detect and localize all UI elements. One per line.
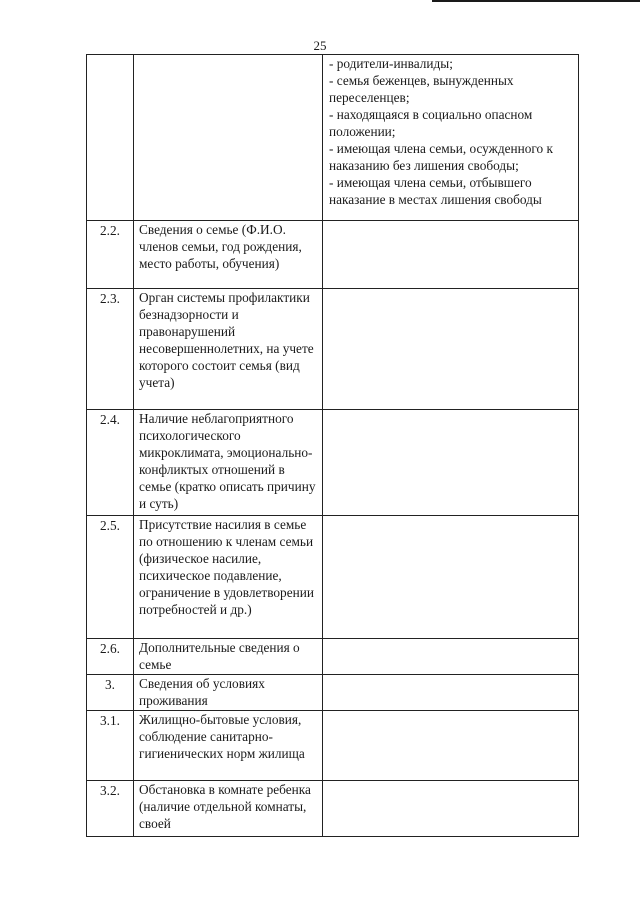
row-value-field[interactable] <box>323 516 579 639</box>
form-table <box>86 54 579 837</box>
category-line: - семья беженцев, вынужденных <box>329 73 514 88</box>
row-value-field[interactable] <box>323 781 579 837</box>
table-row <box>87 289 579 410</box>
row-number: 2.2. <box>87 221 134 289</box>
category-line: наказанию без лишения свободы; <box>329 158 519 173</box>
table-row <box>87 781 579 837</box>
row-value-field[interactable] <box>323 410 579 516</box>
category-line: - имеющая члена семьи, осужденного к <box>329 141 553 156</box>
table-row <box>87 639 579 675</box>
row-description: Сведения о семье (Ф.И.О. членов семьи, год рождения, место работы, обучения) <box>134 221 323 289</box>
table-row <box>87 675 579 711</box>
table-row <box>87 221 579 289</box>
row-description: Наличие неблагоприятного психологического микроклимата, эмоционально-конфликтых отношений в семье (кратко описать причину и суть) <box>134 410 323 516</box>
row-description: Присутствие насилия в семье по отношению к членам семьи (физическое насилие, психическое подавление, ограничение в удовлетворении потребностей и др.) <box>134 516 323 639</box>
row-number: 3.1. <box>87 711 134 781</box>
category-line: - имеющая члена семьи, отбывшего <box>329 175 532 190</box>
row-number: 3. <box>87 675 134 711</box>
category-line: наказание в местах лишения свободы <box>329 192 542 207</box>
row-number: 2.5. <box>87 516 134 639</box>
row-description: Дополнительные сведения о семье <box>134 639 323 675</box>
category-list-cell <box>323 55 579 221</box>
row-description: Обстановка в комнате ребенка (наличие отдельной комнаты, своей <box>134 781 323 837</box>
table-row-continuation <box>87 55 579 221</box>
table-row <box>87 711 579 781</box>
row-value-field[interactable] <box>323 675 579 711</box>
row-number: 2.3. <box>87 289 134 410</box>
row-number: 3.2. <box>87 781 134 837</box>
row-number-cell <box>87 55 134 221</box>
row-value-field[interactable] <box>323 711 579 781</box>
row-description-cell <box>134 55 323 221</box>
category-line: - находящаяся в социально опасном <box>329 107 533 122</box>
row-description: Орган системы профилактики безнадзорности и правонарушений несовершеннолетних, на учете которого состоит семья (вид учета) <box>134 289 323 410</box>
category-line: - родители-инвалиды; <box>329 56 453 71</box>
page-number: 25 <box>313 38 327 53</box>
row-number: 2.4. <box>87 410 134 516</box>
table-row <box>87 410 579 516</box>
row-value-field[interactable] <box>323 289 579 410</box>
row-description: Сведения об условиях проживания <box>134 675 323 711</box>
table-row <box>87 516 579 639</box>
header-rule <box>432 0 640 2</box>
row-number: 2.6. <box>87 639 134 675</box>
row-value-field[interactable] <box>323 221 579 289</box>
row-description: Жилищно-бытовые условия, соблюдение санитарно-гигиенических норм жилища <box>134 711 323 781</box>
category-line: переселенцев; <box>329 90 410 105</box>
row-value-field[interactable] <box>323 639 579 675</box>
category-line: положении; <box>329 124 396 139</box>
